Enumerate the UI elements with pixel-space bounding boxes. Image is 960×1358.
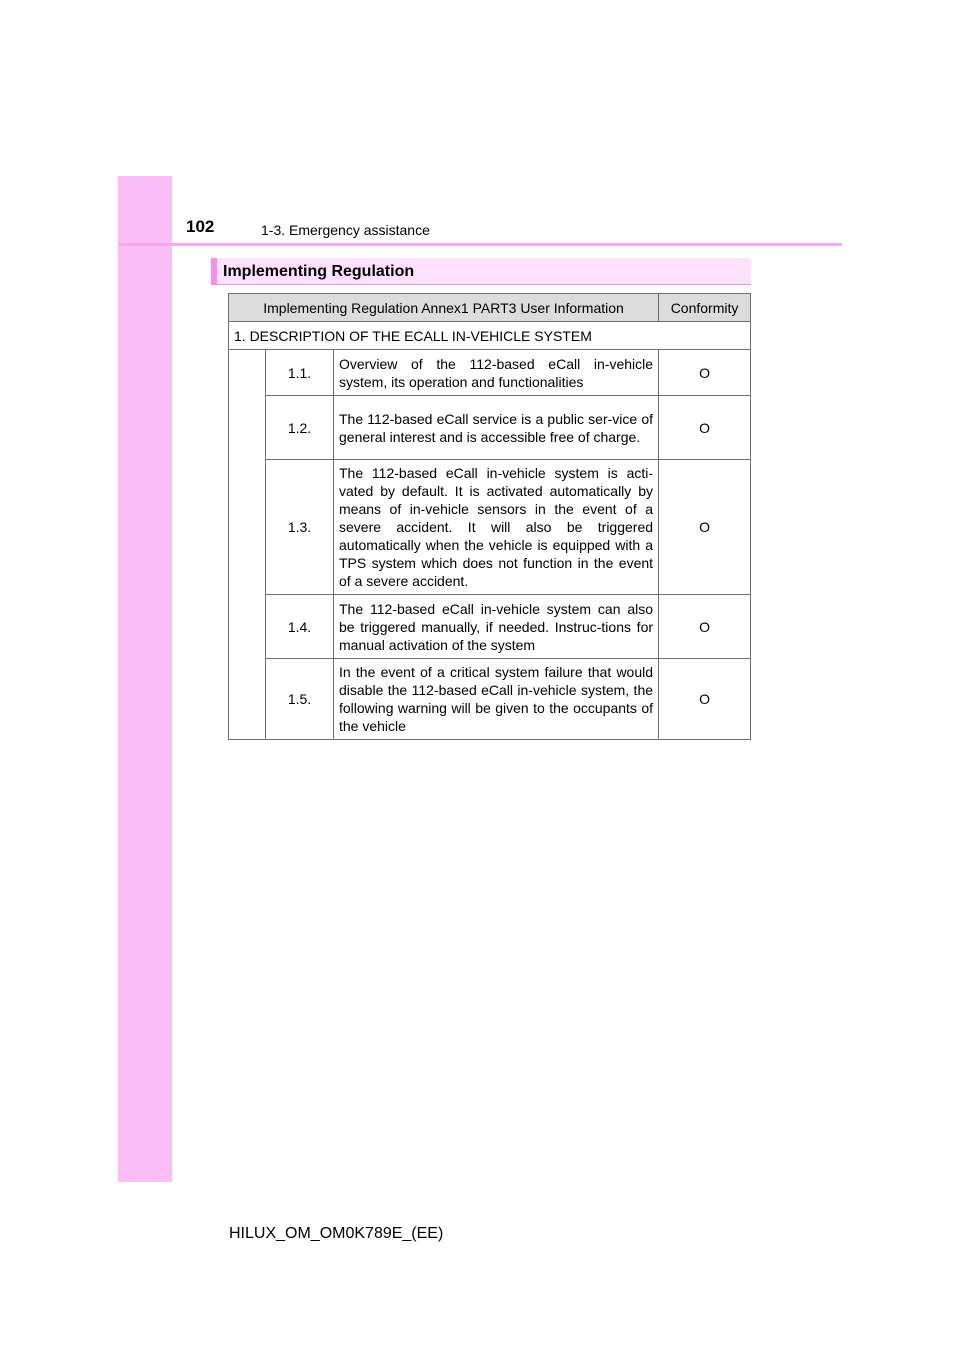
- side-tab: [118, 176, 172, 1182]
- row-conformity: O: [659, 595, 751, 659]
- row-number: 1.1.: [266, 350, 334, 396]
- row-number: 1.2.: [266, 396, 334, 460]
- table-row: [229, 595, 751, 659]
- table-row: [229, 460, 751, 595]
- table-row: [229, 396, 751, 460]
- row-text: Overview of the 112-based eCall in-vehicle system, its operation and functionalities: [334, 350, 659, 396]
- row-number: 1.3.: [266, 460, 334, 595]
- row-text: The 112-based eCall in-vehicle system can also be triggered manually, if needed. Instruc-tions for manual activation of the system: [334, 595, 659, 659]
- group-title: 1. DESCRIPTION OF THE ECALL IN-VEHICLE SYSTEM: [229, 322, 751, 350]
- section-title: 1-3. Emergency assistance: [261, 222, 430, 238]
- row-number: 1.5.: [266, 659, 334, 740]
- page-number: 102: [186, 217, 215, 236]
- heading-underline: [211, 284, 751, 285]
- table-row: [229, 659, 751, 740]
- row-number: 1.4.: [266, 595, 334, 659]
- table-header-row: [229, 294, 751, 322]
- row-text: The 112-based eCall in-vehicle system is acti-vated by default. It is activated automatically by means of in-vehicle sensors in the event of a severe accident. It will also be triggered automatically when the vehicle is equipped with a TPS system which does not function in the event of a severe accident.: [334, 460, 659, 595]
- row-conformity: O: [659, 350, 751, 396]
- row-text: In the event of a critical system failure that would disable the 112-based eCall in-vehicle system, the following warning will be given to the occupants of the vehicle: [334, 659, 659, 740]
- row-conformity: O: [659, 460, 751, 595]
- document-footer: HILUX_OM_OM0K789E_(EE): [229, 1225, 444, 1242]
- regulation-table: [228, 293, 751, 740]
- row-conformity: O: [659, 659, 751, 740]
- group-title-row: [229, 322, 751, 350]
- table-row: [229, 350, 751, 396]
- row-text: The 112-based eCall service is a public ser-vice of general interest and is accessible free of charge.: [334, 396, 659, 460]
- indent-cell: [229, 350, 266, 740]
- section-heading: Implementing Regulation: [223, 263, 415, 280]
- row-conformity: O: [659, 396, 751, 460]
- header-conformity: Conformity: [659, 294, 751, 322]
- header-user-information: Implementing Regulation Annex1 PART3 User Information: [229, 294, 659, 322]
- header-rule: [118, 243, 842, 246]
